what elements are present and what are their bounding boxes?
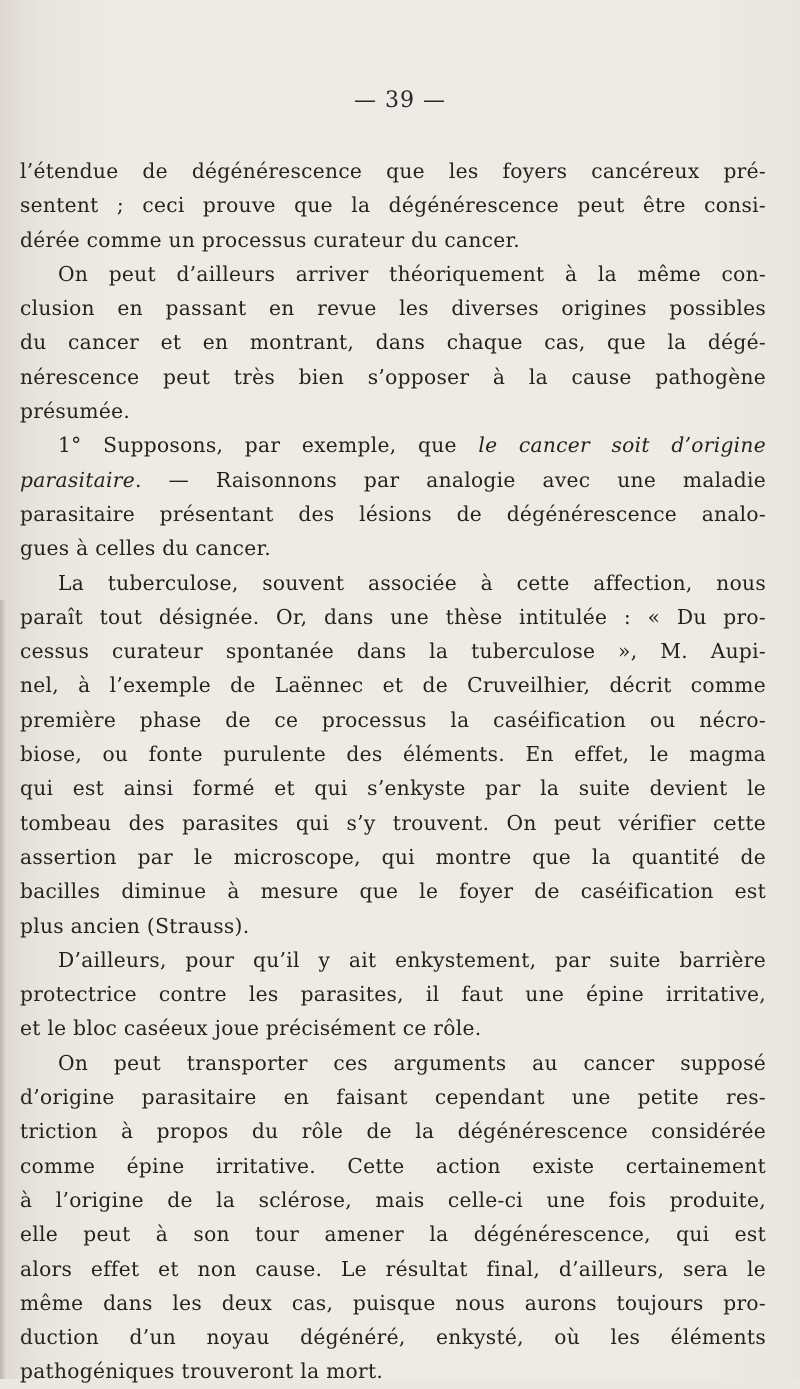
body-text [20, 154, 766, 1389]
italic-text-run: le cancer soit d’origine [478, 433, 766, 458]
text-line: bacilles diminue à mesure que le foyer de caséification est [20, 879, 766, 904]
text-line: duction d’un noyau dégénéré, enkysté, où les éléments [20, 1325, 766, 1350]
text-line: cessus curateur spontanée dans la tuberculose », M. Aupi- [20, 639, 766, 664]
text-line: alors effet et non cause. Le résultat final, d’ailleurs, sera le [20, 1256, 766, 1281]
text-line: tombeau des parasites qui s’y trouvent. On peut vérifier cette [20, 810, 766, 835]
text-line: triction à propos du rôle de la dégénérescence considérée [20, 1119, 766, 1144]
text-line: comme épine irritative. Cette action existe certainement [20, 1153, 766, 1178]
text-line: assertion par le microscope, qui montre que la quantité de [20, 844, 766, 869]
text-line: clusion en passant en revue les diverses origines possibles [20, 296, 766, 321]
text-line: paraît tout désignée. Or, dans une thèse intitulée : « Du pro- [20, 604, 766, 629]
text-line: sentent ; ceci prouve que la dégénérescence peut être consi- [20, 193, 766, 218]
text-line: elle peut à son tour amener la dégénérescence, qui est [20, 1222, 766, 1247]
text-line: On peut transporter ces arguments au cancer supposé [58, 1050, 766, 1075]
binding-shadow [0, 600, 6, 1379]
text-line: plus ancien (Strauss). [20, 913, 250, 938]
text-line: première phase de ce processus la caséification ou nécro- [20, 707, 766, 732]
page-number: — 39 — [354, 88, 446, 113]
italic-text-run: parasitaire [20, 467, 135, 492]
text-line: gues à celles du cancer. [20, 536, 271, 561]
text-line: à l’origine de la sclérose, mais celle-ci une fois produite, [20, 1187, 766, 1212]
text-line: nérescence peut très bien s’opposer à la cause pathogène [20, 364, 766, 389]
text-line [20, 428, 766, 462]
text-line: D’ailleurs, pour qu’il y ait enkystement, par suite barrière [58, 947, 766, 972]
text-line: La tuberculose, souvent associée à cette affection, nous [58, 570, 766, 595]
text-line: parasitaire présentant des lésions de dégénérescence analo- [20, 501, 766, 526]
text-line: nel, à l’exemple de Laënnec et de Cruveilhier, décrit comme [20, 673, 766, 698]
text-line: dérée comme un processus curateur du cancer. [20, 227, 520, 252]
text-line: biose, ou fonte purulente des éléments. En effet, le magma [20, 742, 766, 767]
text-line: et le bloc caséeux joue précisément ce rôle. [20, 1016, 482, 1041]
text-line: protectrice contre les parasites, il faut une épine irritative, [20, 982, 766, 1007]
text-line: présumée. [20, 399, 131, 424]
text-line: même dans les deux cas, puisque nous aurons toujours pro- [20, 1290, 766, 1315]
text-line: pathogéniques trouveront la mort. [20, 1359, 384, 1384]
text-line [20, 463, 766, 497]
text-line: du cancer et en montrant, dans chaque cas, que la dégé- [20, 330, 766, 355]
text-line: d’origine parasitaire en faisant cependant une petite res- [20, 1085, 766, 1110]
text-run: 1° Supposons, par exemple, que [58, 433, 479, 458]
text-line: l’étendue de dégénérescence que les foyers cancéreux pré- [20, 159, 766, 183]
text-line: qui est ainsi formé et qui s’enkyste par la suite devient le [20, 776, 766, 801]
text-run: . — Raisonnons par analogie avec une maladie [134, 467, 766, 492]
text-line: On peut d’ailleurs arriver théoriquement à la même con- [58, 261, 766, 286]
